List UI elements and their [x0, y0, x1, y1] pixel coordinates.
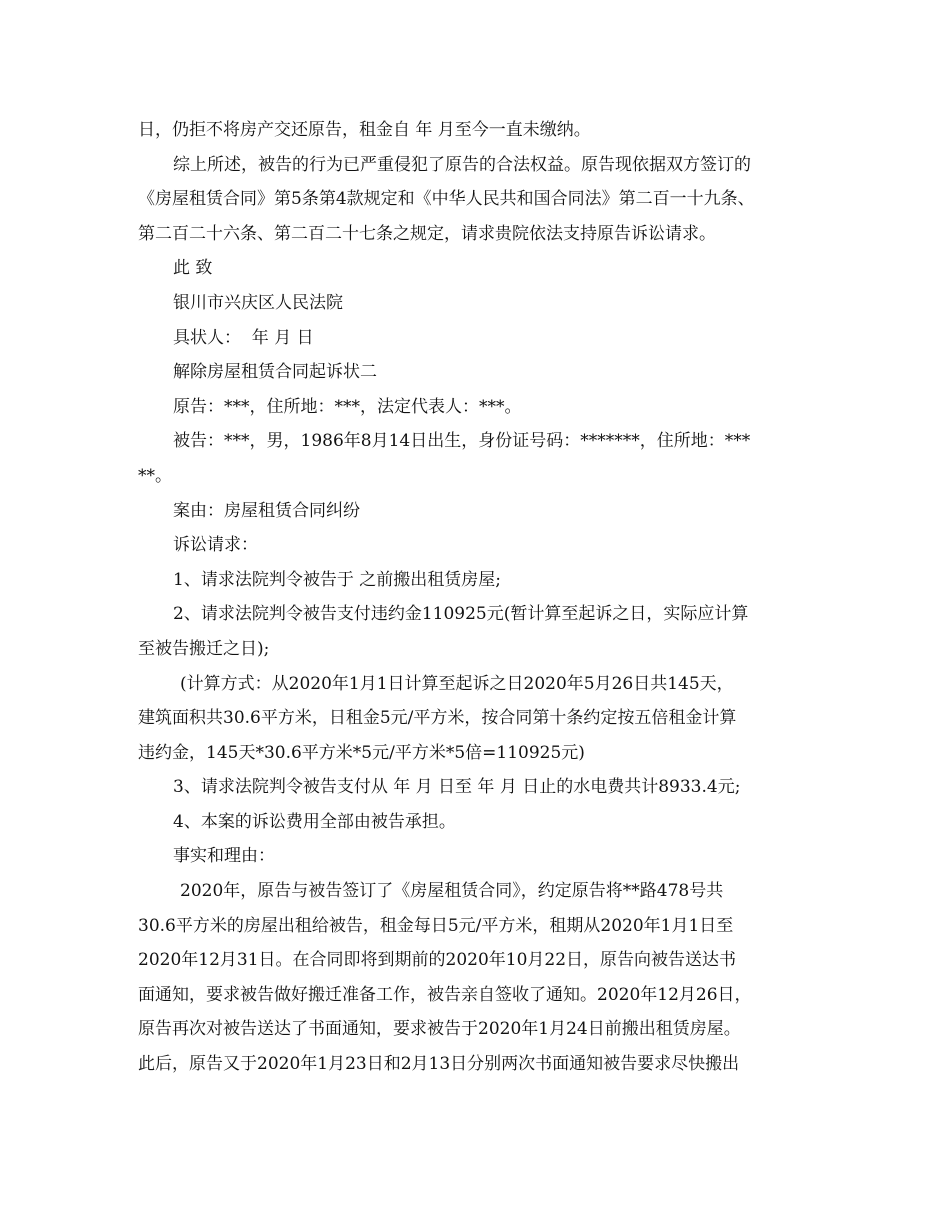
text-line: 日，仍拒不将房产交还原告，租金自 年 月至今一直未缴纳。 [138, 120, 591, 140]
text-line: 第二百二十六条、第二百二十七条之规定，请求贵院依法支持原告诉讼请求。 [138, 223, 716, 244]
facts-heading: 事实和理由： [173, 846, 275, 867]
facts-paragraph: 2020年，原告与被告签订了《房屋租赁合同》，约定原告将**路478号共 [180, 881, 724, 902]
text-line: 违约金，145天*30.6平方米*5元/平方米*5倍=110925元) [138, 742, 585, 763]
text-line: 30.6平方米的房屋出租给被告，租金每日5元/平方米，租期从2020年1月1日至 [138, 915, 734, 936]
text-line: **。 [138, 465, 172, 486]
signature-line: 具状人： 年 月 日 [173, 327, 314, 348]
court-name: 银川市兴庆区人民法院 [173, 292, 343, 313]
text-line: 《房屋租赁合同》第5条第4款规定和《中华人民共和国合同法》第二百一十九条、 [138, 189, 755, 210]
plaintiff-line: 原告：***，住所地：***，法定代表人：***。 [173, 396, 522, 417]
claim-item: 4、本案的诉讼费用全部由被告承担。 [173, 811, 456, 832]
claim-item: 2、请求法院判令被告支付违约金110925元(暂计算至起诉之日，实际应计算 [173, 604, 749, 625]
claim-item: 3、请求法院判令被告支付从 年 月 日至 年 月 日止的水电费共计8933.4元; [173, 777, 741, 798]
document-body [138, 113, 818, 1082]
text-line: 建筑面积共30.6平方米，日租金5元/平方米，按合同第十条约定按五倍租金计算 [138, 708, 737, 729]
text-line: 面通知，要求被告做好搬迁准备工作，被告亲自签收了通知。2020年12月26日， [138, 984, 752, 1005]
calculation-note: (计算方式：从2020年1月1日计算至起诉之日2020年5月26日共145天， [180, 673, 734, 694]
claims-heading: 诉讼请求： [173, 535, 258, 556]
text-line: 综上所述，被告的行为已严重侵犯了原告的合法权益。原告现依据双方签订的 [173, 154, 751, 175]
text-line: 原告再次对被告送达了书面通知，要求被告于2020年1月24日前搬出租赁房屋。 [138, 1019, 741, 1040]
claim-item: 1、请求法院判令被告于 之前搬出租赁房屋; [173, 569, 501, 590]
salutation: 此 致 [173, 258, 213, 279]
defendant-line: 被告：***，男，1986年8月14日出生，身份证号码：*******，住所地：*** [173, 431, 751, 452]
text-line: 至被告搬迁之日); [138, 638, 270, 659]
text-line: 2020年12月31日。在合同即将到期前的2020年10月22日，原告向被告送达书 [138, 950, 737, 971]
document-title: 解除房屋租赁合同起诉状二 [173, 362, 377, 383]
case-cause: 案由：房屋租赁合同纠纷 [173, 500, 360, 521]
text-line: 此后，原告又于2020年1月23日和2月13日分别两次书面通知被告要求尽快搬出 [138, 1054, 740, 1075]
